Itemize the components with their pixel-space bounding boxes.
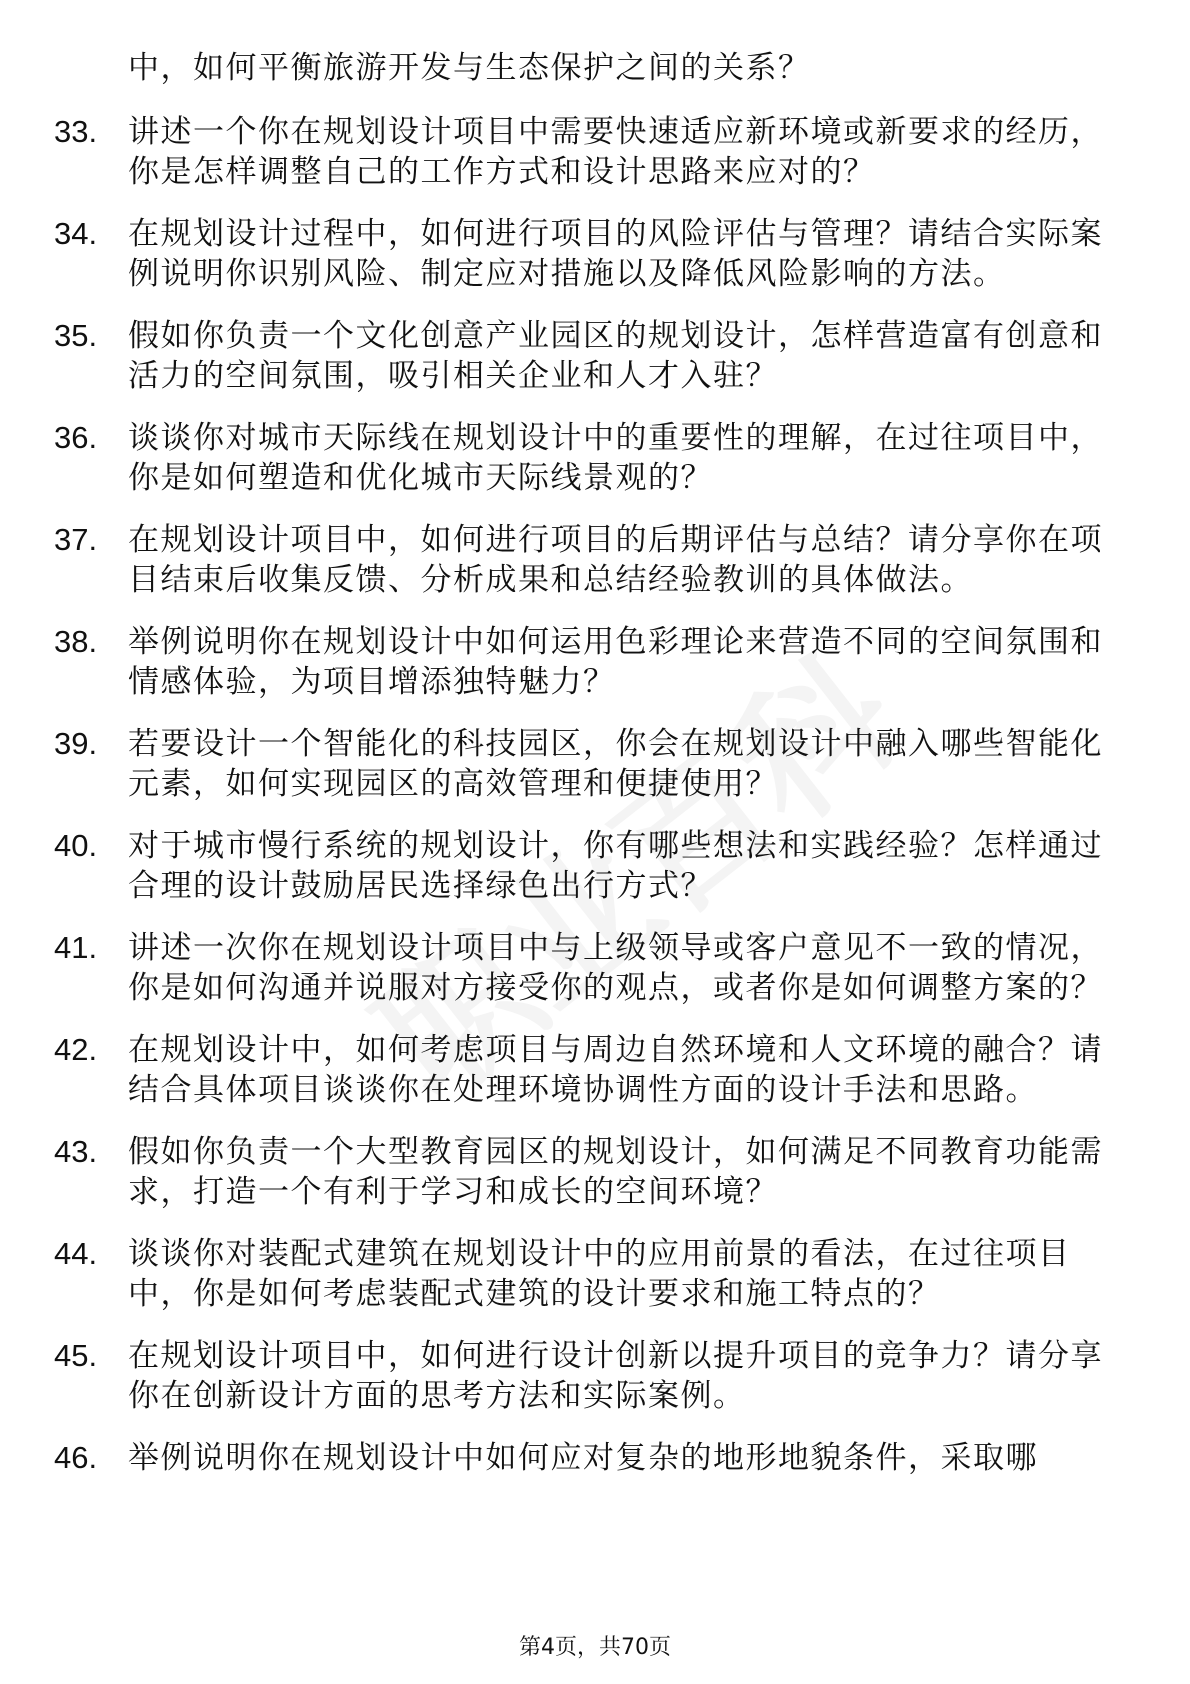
question-number: 42. xyxy=(54,1032,98,1067)
question-text: 在规划设计项目中，如何进行项目的后期评估与总结？请分享你在项目结束后收集反馈、分析成果和总结经验教训的具体做法。 xyxy=(128,522,1103,598)
question-text: 在规划设计中，如何考虑项目与周边自然环境和人文环境的融合？请结合具体项目谈谈你在处理环境协调性方面的设计手法和思路。 xyxy=(128,1032,1103,1108)
question-number: 39. xyxy=(54,726,98,761)
question-number: 45. xyxy=(54,1338,98,1373)
question-text: 谈谈你对装配式建筑在规划设计中的应用前景的看法，在过往项目中，你是如何考虑装配式建筑的设计要求和施工特点的？ xyxy=(128,1236,1071,1312)
question-list xyxy=(0,112,1190,1500)
question-item xyxy=(0,928,1190,1008)
question-number: 44. xyxy=(54,1236,98,1271)
question-number: 36. xyxy=(54,420,98,455)
question-text: 在规划设计项目中，如何进行设计创新以提升项目的竞争力？请分享你在创新设计方面的思考方法和实际案例。 xyxy=(128,1338,1103,1414)
question-text: 举例说明你在规划设计中如何应对复杂的地形地貌条件，采取哪 xyxy=(128,1440,1038,1476)
question-item xyxy=(0,1030,1190,1110)
question-item xyxy=(0,622,1190,702)
question-text: 讲述一次你在规划设计项目中与上级领导或客户意见不一致的情况，你是如何沟通并说服对方接受你的观点，或者你是如何调整方案的？ xyxy=(128,930,1103,1006)
question-item xyxy=(0,1132,1190,1212)
question-number: 40. xyxy=(54,828,98,863)
question-text: 讲述一个你在规划设计项目中需要快速适应新环境或新要求的经历，你是怎样调整自己的工作方式和设计思路来应对的？ xyxy=(128,114,1103,190)
question-text: 对于城市慢行系统的规划设计，你有哪些想法和实践经验？怎样通过合理的设计鼓励居民选择绿色出行方式？ xyxy=(128,828,1103,904)
question-text: 在规划设计过程中，如何进行项目的风险评估与管理？请结合实际案例说明你识别风险、制定应对措施以及降低风险影响的方法。 xyxy=(128,216,1103,292)
question-number: 46. xyxy=(54,1440,98,1475)
question-item xyxy=(0,112,1190,192)
question-item xyxy=(0,520,1190,600)
question-number: 34. xyxy=(54,216,98,251)
question-number: 43. xyxy=(54,1134,98,1169)
page-footer: 第4页，共70页 xyxy=(519,1635,671,1660)
question-item xyxy=(0,1234,1190,1314)
question-text: 谈谈你对城市天际线在规划设计中的重要性的理解，在过往项目中，你是如何塑造和优化城市天际线景观的？ xyxy=(128,420,1103,496)
question-text: 举例说明你在规划设计中如何运用色彩理论来营造不同的空间氛围和情感体验，为项目增添独特魅力？ xyxy=(128,624,1103,700)
question-item xyxy=(0,418,1190,498)
question-item xyxy=(0,1336,1190,1416)
question-text: 若要设计一个智能化的科技园区，你会在规划设计中融入哪些智能化元素，如何实现园区的高效管理和便捷使用？ xyxy=(128,726,1103,802)
question-item xyxy=(0,1438,1190,1478)
question-item xyxy=(0,316,1190,396)
question-number: 33. xyxy=(54,114,98,149)
question-item xyxy=(0,724,1190,804)
question-number: 37. xyxy=(54,522,98,557)
question-text: 假如你负责一个文化创意产业园区的规划设计，怎样营造富有创意和活力的空间氛围，吸引相关企业和人才入驻？ xyxy=(128,318,1103,394)
question-item xyxy=(0,214,1190,294)
question-number: 41. xyxy=(54,930,98,965)
question-number: 38. xyxy=(54,624,98,659)
continued-question-text: 中，如何平衡旅游开发与生态保护之间的关系？ xyxy=(128,50,811,86)
question-text: 假如你负责一个大型教育园区的规划设计，如何满足不同教育功能需求，打造一个有利于学习和成长的空间环境？ xyxy=(128,1134,1103,1210)
question-number: 35. xyxy=(54,318,98,353)
question-item xyxy=(0,826,1190,906)
